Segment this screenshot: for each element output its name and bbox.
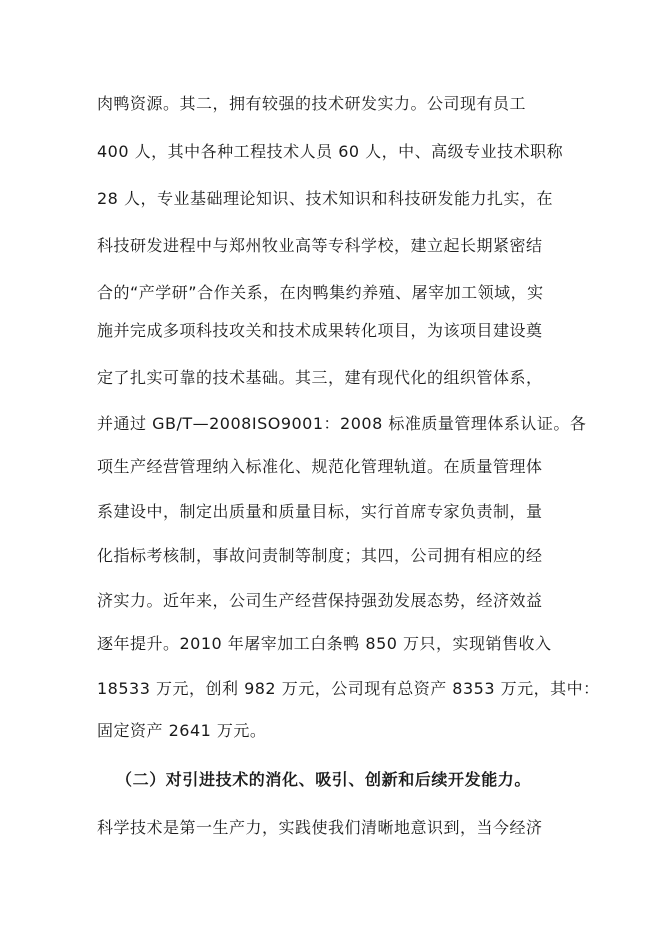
text-line-15: 固定资产 2641 万元。	[97, 721, 267, 740]
section-heading: （二）对引进技术的消化、吸引、创新和后续开发能力。	[116, 770, 532, 789]
text-line-11: 化指标考核制，事故问责制等制度；其四，公司拥有相应的经	[97, 546, 543, 565]
text-line-5: 合的“产学研”合作关系，在肉鸭集约养殖、屠宰加工领域，实	[97, 283, 544, 302]
text-line-8: 并通过 GB/T—2008ISO9001：2008 标准质量管理体系认证。各	[97, 414, 587, 433]
text-line-10: 系建设中，制定出质量和质量目标，实行首席专家负责制，量	[97, 502, 543, 521]
text-line-12: 济实力。近年来，公司生产经营保持强劲发展态势，经济效益	[97, 591, 543, 610]
text-line-7: 定了扎实可靠的技术基础。其三，建有现代化的组织管体系，	[97, 368, 543, 387]
text-line-6: 施并完成多项科技攻关和技术成果转化项目，为该项目建设奠	[97, 321, 543, 340]
text-line-9: 项生产经营管理纳入标准化、规范化管理轨道。在质量管理体	[97, 457, 543, 476]
text-line-16: 科学技术是第一生产力，实践使我们清晰地意识到，当今经济	[97, 818, 543, 837]
text-line-14: 18533 万元，创利 982 万元，公司现有总资产 8353 万元，其中：	[97, 679, 600, 698]
text-line-4: 科技研发进程中与郑州牧业高等专科学校，建立起长期紧密结	[97, 236, 543, 255]
text-line-3: 28 人，专业基础理论知识、技术知识和科技研发能力扎实，在	[97, 189, 553, 208]
text-line-2: 400 人，其中各种工程技术人员 60 人，中、高级专业技术职称	[97, 142, 564, 161]
text-line-1: 肉鸭资源。其二，拥有较强的技术研发实力。公司现有员工	[97, 94, 527, 113]
text-line-13: 逐年提升。2010 年屠宰加工白条鸭 850 万只，实现销售收入	[97, 634, 552, 653]
